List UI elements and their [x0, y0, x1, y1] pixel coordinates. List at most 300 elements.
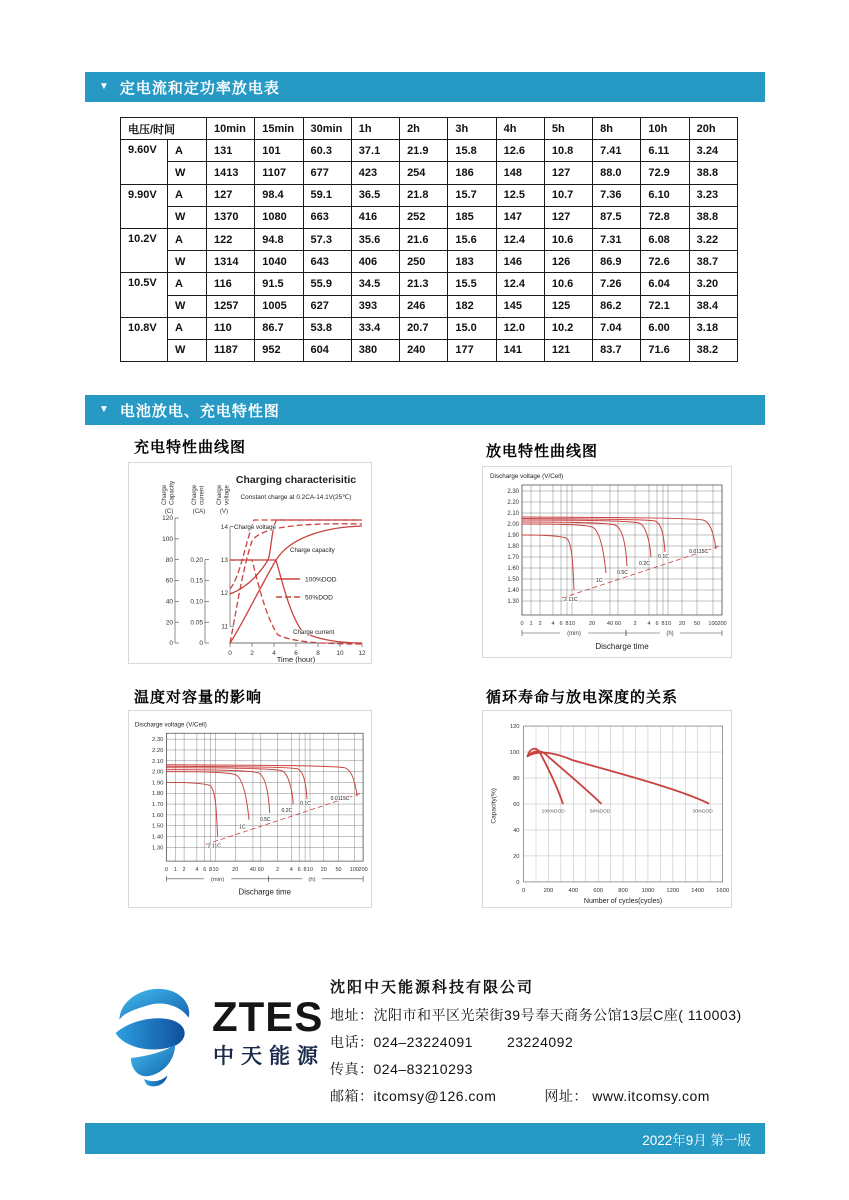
svg-text:0: 0	[228, 650, 232, 657]
dod-50	[528, 751, 601, 803]
rate-0.5C	[522, 522, 627, 566]
svg-text:60: 60	[257, 866, 264, 873]
svg-text:8: 8	[661, 621, 665, 627]
table-cell: 1370	[207, 206, 255, 228]
website-label: 网址：	[544, 1088, 588, 1104]
time-column-header: 30min	[303, 118, 351, 140]
svg-text:0.2C: 0.2C	[639, 561, 650, 567]
table-cell: 6.11	[641, 140, 689, 162]
dod-100	[528, 749, 563, 804]
unit-cell: A	[168, 317, 207, 339]
table-cell: 663	[303, 206, 351, 228]
svg-text:2: 2	[633, 621, 637, 627]
svg-text:1000: 1000	[641, 887, 655, 894]
edition-text: 2022年9月 第一版	[642, 1132, 751, 1148]
table-cell: 72.1	[641, 295, 689, 317]
svg-text:1600: 1600	[716, 887, 730, 894]
svg-text:(V): (V)	[219, 508, 229, 515]
time-column-header: 5h	[544, 118, 592, 140]
svg-text:8: 8	[316, 650, 320, 657]
svg-text:20: 20	[588, 621, 596, 627]
svg-text:2.00: 2.00	[151, 769, 164, 776]
svg-text:100: 100	[708, 621, 718, 627]
time-column-header: 2h	[400, 118, 448, 140]
svg-text:6: 6	[655, 621, 659, 627]
table-cell: 38.4	[689, 295, 737, 317]
table-cell: 88.0	[593, 162, 641, 184]
svg-text:0.10: 0.10	[190, 598, 203, 606]
svg-text:0.15: 0.15	[190, 577, 203, 585]
svg-text:20: 20	[232, 866, 239, 873]
y-axis-1	[190, 484, 209, 647]
svg-text:1.40: 1.40	[507, 588, 519, 594]
svg-text:Discharge time: Discharge time	[238, 887, 291, 897]
table-row	[121, 140, 738, 162]
time-column-header: 4h	[496, 118, 544, 140]
svg-text:1400: 1400	[691, 887, 705, 894]
unit-cell: W	[168, 295, 207, 317]
svg-text:12: 12	[358, 650, 366, 657]
svg-text:12: 12	[220, 590, 228, 598]
table-cell: 12.0	[496, 317, 544, 339]
svg-text:100%DOD: 100%DOD	[305, 576, 337, 584]
table-cell: 1040	[255, 251, 303, 273]
svg-text:1.80: 1.80	[507, 544, 519, 550]
svg-text:80: 80	[513, 776, 520, 783]
svg-text:Chargecurrent: Chargecurrent	[191, 484, 206, 505]
table-cell: 94.8	[255, 228, 303, 250]
fax-value: 024–83210293	[373, 1061, 473, 1077]
fax-label: 传真：	[330, 1061, 374, 1077]
discharge-chart-title: 放电特性曲线图	[486, 443, 599, 460]
table-cell: 12.4	[496, 273, 544, 295]
rate-0.5C	[166, 770, 269, 813]
table-cell: 35.6	[351, 228, 399, 250]
table-cell: 1187	[207, 339, 255, 361]
table-cell: 86.2	[593, 295, 641, 317]
svg-text:60: 60	[614, 621, 622, 627]
svg-text:14: 14	[220, 523, 228, 531]
unit-cell: A	[168, 184, 207, 206]
time-column-header: 8h	[593, 118, 641, 140]
svg-text:Discharge voltage (V/Cell): Discharge voltage (V/Cell)	[490, 473, 564, 480]
svg-text:800: 800	[618, 887, 628, 894]
logo-subtext: 中天能源	[213, 1045, 325, 1068]
svg-text:2.00: 2.00	[507, 522, 519, 528]
section-header-discharge-table	[85, 72, 765, 102]
section-header-characteristic-charts	[85, 395, 765, 425]
svg-text:1200: 1200	[666, 887, 680, 894]
unit-cell: W	[168, 339, 207, 361]
svg-text:2.20: 2.20	[151, 747, 164, 754]
svg-text:4: 4	[647, 621, 651, 627]
svg-text:1.40: 1.40	[151, 834, 164, 841]
svg-text:2: 2	[276, 866, 280, 873]
table-cell: 127	[544, 162, 592, 184]
table-cell: 393	[351, 295, 399, 317]
svg-text:2: 2	[538, 621, 542, 627]
table-row	[121, 317, 738, 339]
table-cell: 12.5	[496, 184, 544, 206]
company-name: 沈阳中天能源科技有限公司	[330, 979, 535, 996]
table-cell: 91.5	[255, 273, 303, 295]
table-cell: 147	[496, 206, 544, 228]
table-cell: 55.9	[303, 273, 351, 295]
table-cell: 21.6	[400, 228, 448, 250]
svg-text:10: 10	[568, 621, 576, 627]
table-cell: 87.5	[593, 206, 641, 228]
table-cell: 83.7	[593, 339, 641, 361]
temperature-capacity-chart	[128, 710, 372, 908]
table-row	[121, 339, 738, 361]
svg-text:100%DOD: 100%DOD	[541, 809, 565, 815]
table-cell: 72.8	[641, 206, 689, 228]
table-cell: 72.6	[641, 251, 689, 273]
time-column-header: 20h	[689, 118, 737, 140]
svg-text:60: 60	[165, 577, 173, 585]
svg-text:100: 100	[349, 866, 359, 873]
discharge-table	[120, 117, 738, 362]
unit-cell: A	[168, 228, 207, 250]
svg-text:50%DOD: 50%DOD	[589, 809, 611, 815]
table-row	[121, 273, 738, 295]
table-cell: 177	[448, 339, 496, 361]
table-cell: 6.00	[641, 317, 689, 339]
table-cell: 3.18	[689, 317, 737, 339]
table-cell: 7.41	[593, 140, 641, 162]
unit-cell: A	[168, 273, 207, 295]
discharge-characteristic-chart	[482, 466, 732, 658]
company-logo	[106, 980, 325, 1092]
triangle-marker-icon: ▼	[99, 80, 110, 92]
svg-text:Discharge voltage (V/Cell): Discharge voltage (V/Cell)	[134, 721, 207, 729]
table-cell: 141	[496, 339, 544, 361]
table-cell: 131	[207, 140, 255, 162]
table-cell: 185	[448, 206, 496, 228]
svg-text:120: 120	[162, 515, 173, 523]
table-cell: 127	[544, 206, 592, 228]
svg-text:1C: 1C	[239, 824, 246, 831]
svg-text:Discharge time: Discharge time	[595, 642, 649, 651]
svg-text:11: 11	[221, 623, 228, 631]
table-cell: 406	[351, 251, 399, 273]
table-cell: 3.22	[689, 228, 737, 250]
unit-cell: W	[168, 162, 207, 184]
svg-text:10: 10	[212, 866, 219, 873]
svg-text:0: 0	[520, 621, 524, 627]
svg-text:0.0115C: 0.0115C	[330, 796, 350, 803]
table-cell: 15.7	[448, 184, 496, 206]
table-cell: 36.5	[351, 184, 399, 206]
logo-text: ZTES	[212, 993, 324, 1040]
table-cell: 6.04	[641, 273, 689, 295]
svg-text:Charge capacity: Charge capacity	[290, 547, 335, 554]
table-cell: 21.9	[400, 140, 448, 162]
svg-text:6: 6	[297, 866, 301, 873]
unit-cell: W	[168, 206, 207, 228]
svg-text:1.30: 1.30	[507, 599, 519, 605]
table-cell: 250	[400, 251, 448, 273]
table-row	[121, 251, 738, 273]
table-cell: 643	[303, 251, 351, 273]
address-value: 沈阳市和平区光荣街39号奉天商务公馆13层C座( 110003)	[373, 1007, 742, 1023]
svg-text:200: 200	[717, 621, 727, 627]
section-title: 定电流和定功率放电表	[119, 79, 280, 97]
email-label: 邮箱：	[330, 1088, 374, 1104]
svg-text:Charge current: Charge current	[293, 629, 335, 636]
email-value: itcomsy@126.com	[373, 1088, 497, 1104]
table-row	[121, 206, 738, 228]
charge-voltage-100dod	[230, 520, 362, 594]
svg-text:1.60: 1.60	[507, 566, 519, 572]
company-phone	[330, 1032, 760, 1052]
svg-text:1.70: 1.70	[507, 555, 519, 561]
table-cell: 10.7	[544, 184, 592, 206]
svg-text:0.1C: 0.1C	[658, 554, 669, 560]
svg-text:40: 40	[606, 621, 614, 627]
table-cell: 116	[207, 273, 255, 295]
rate-1C	[522, 524, 606, 573]
table-cell: 38.2	[689, 339, 737, 361]
table-cell: 7.36	[593, 184, 641, 206]
triangle-marker-icon: ▼	[99, 403, 110, 415]
svg-text:0.0115C: 0.0115C	[689, 549, 709, 555]
table-cell: 86.9	[593, 251, 641, 273]
table-cell: 38.8	[689, 162, 737, 184]
table-cell: 380	[351, 339, 399, 361]
company-email-web	[330, 1086, 760, 1106]
table-cell: 6.08	[641, 228, 689, 250]
svg-text:(min): (min)	[567, 631, 581, 638]
svg-text:Charging characterisitic: Charging characterisitic	[235, 474, 357, 486]
table-row	[121, 184, 738, 206]
svg-text:(h): (h)	[308, 877, 316, 884]
svg-text:20: 20	[678, 621, 686, 627]
table-cell: 240	[400, 339, 448, 361]
table-cell: 15.6	[448, 228, 496, 250]
unit-cell: W	[168, 251, 207, 273]
svg-text:6: 6	[203, 866, 207, 873]
table-cell: 15.8	[448, 140, 496, 162]
table-cell: 110	[207, 317, 255, 339]
cycle-life-chart	[482, 710, 732, 908]
y-axis-0	[161, 480, 179, 647]
table-cell: 148	[496, 162, 544, 184]
table-cell: 1413	[207, 162, 255, 184]
table-cell: 12.4	[496, 228, 544, 250]
table-row	[121, 228, 738, 250]
table-cell: 12.6	[496, 140, 544, 162]
table-cell: 38.8	[689, 206, 737, 228]
table-cell: 182	[448, 295, 496, 317]
table-cell: 86.7	[255, 317, 303, 339]
svg-text:80: 80	[165, 556, 173, 564]
svg-text:10: 10	[664, 621, 672, 627]
website-value: www.itcomsy.com	[592, 1088, 710, 1104]
svg-text:8: 8	[303, 866, 307, 873]
svg-text:1.50: 1.50	[151, 823, 164, 830]
svg-text:100: 100	[162, 536, 173, 544]
svg-text:Number of cycles(cycles): Number of cycles(cycles)	[583, 897, 663, 905]
svg-text:2.10: 2.10	[507, 511, 519, 517]
table-cell: 1080	[255, 206, 303, 228]
svg-text:20: 20	[165, 619, 173, 627]
svg-text:4: 4	[195, 866, 199, 873]
svg-text:4: 4	[289, 866, 293, 873]
table-cell: 3.23	[689, 184, 737, 206]
table-cell: 53.8	[303, 317, 351, 339]
svg-text:2.20: 2.20	[507, 500, 519, 506]
table-cell: 7.26	[593, 273, 641, 295]
table-cell: 21.8	[400, 184, 448, 206]
svg-text:1.90: 1.90	[507, 533, 519, 539]
table-cell: 1257	[207, 295, 255, 317]
svg-text:50: 50	[693, 621, 701, 627]
svg-text:200: 200	[358, 866, 368, 873]
table-cell: 59.1	[303, 184, 351, 206]
svg-text:0.2C: 0.2C	[281, 807, 293, 814]
table-cell: 186	[448, 162, 496, 184]
table-cell: 10.8	[544, 140, 592, 162]
svg-text:2.11C: 2.11C	[564, 597, 578, 603]
svg-text:Charge voltage: Charge voltage	[234, 524, 276, 531]
table-cell: 101	[255, 140, 303, 162]
table-cell: 34.5	[351, 273, 399, 295]
table-cell: 125	[544, 295, 592, 317]
rate-1C	[166, 772, 249, 820]
svg-text:100: 100	[509, 750, 520, 757]
table-cell: 416	[351, 206, 399, 228]
table-cell: 7.31	[593, 228, 641, 250]
time-column-header: 15min	[255, 118, 303, 140]
svg-text:1.90: 1.90	[151, 780, 164, 787]
time-column-header: 1h	[351, 118, 399, 140]
svg-text:1: 1	[173, 866, 177, 873]
svg-text:0.05: 0.05	[190, 619, 203, 627]
table-cell: 146	[496, 251, 544, 273]
svg-text:600: 600	[593, 887, 604, 894]
svg-text:0.1C: 0.1C	[300, 801, 311, 808]
svg-text:400: 400	[568, 887, 579, 894]
svg-text:20: 20	[513, 853, 520, 860]
company-address	[330, 1005, 760, 1025]
svg-text:0: 0	[169, 640, 173, 648]
svg-text:Time (hour): Time (hour)	[276, 655, 316, 663]
svg-text:2.30: 2.30	[507, 489, 519, 495]
company-fax	[330, 1059, 760, 1079]
cycle-life-chart-title: 循环寿命与放电深度的关系	[486, 689, 679, 706]
voltage-cell: 9.60V	[121, 140, 168, 184]
table-cell: 60.3	[303, 140, 351, 162]
table-row	[121, 162, 738, 184]
svg-text:(h): (h)	[666, 631, 674, 638]
voltage-cell: 10.5V	[121, 273, 168, 317]
svg-text:Chargevoltage: Chargevoltage	[216, 484, 231, 505]
svg-text:40: 40	[513, 827, 520, 834]
unit-cell: A	[168, 140, 207, 162]
table-cell: 10.6	[544, 273, 592, 295]
svg-text:Capacity(%): Capacity(%)	[490, 788, 498, 824]
table-cell: 252	[400, 206, 448, 228]
table-cell: 254	[400, 162, 448, 184]
svg-text:1.80: 1.80	[151, 791, 164, 798]
table-cell: 15.0	[448, 317, 496, 339]
table-cell: 677	[303, 162, 351, 184]
svg-text:6: 6	[559, 621, 563, 627]
svg-text:0: 0	[521, 887, 526, 894]
svg-text:0.20: 0.20	[190, 556, 203, 564]
svg-text:0: 0	[516, 879, 520, 886]
svg-text:40: 40	[165, 598, 173, 606]
svg-text:1.50: 1.50	[507, 577, 519, 583]
svg-text:(min): (min)	[210, 877, 225, 884]
table-cell: 952	[255, 339, 303, 361]
svg-text:50%DOD: 50%DOD	[305, 594, 333, 602]
phone-value-2: 23224092	[506, 1034, 574, 1050]
table-cell: 37.1	[351, 140, 399, 162]
svg-text:Constant charge at 0.2CA-14.1V: Constant charge at 0.2CA-14.1V(25℃)	[240, 494, 352, 501]
table-header-row	[121, 118, 738, 140]
rate-2.11C	[166, 782, 217, 836]
svg-text:1C: 1C	[596, 578, 603, 584]
table-cell: 183	[448, 251, 496, 273]
section-title: 电池放电、充电特性图	[119, 402, 280, 420]
table-cell: 72.9	[641, 162, 689, 184]
svg-text:2.10: 2.10	[151, 758, 164, 765]
time-column-header: 10min	[207, 118, 255, 140]
charging-characteristic-chart	[128, 462, 372, 664]
voltage-cell: 10.8V	[121, 317, 168, 361]
voltage-cell: 9.90V	[121, 184, 168, 228]
charging-chart-title: 充电特性曲线图	[134, 439, 247, 456]
table-cell: 33.4	[351, 317, 399, 339]
phone-value-1: 024–23224091	[373, 1034, 473, 1050]
svg-text:10: 10	[336, 650, 344, 657]
svg-text:6: 6	[294, 650, 298, 657]
svg-text:ChargeCapacity: ChargeCapacity	[161, 480, 176, 505]
svg-text:40: 40	[249, 866, 257, 873]
svg-text:30%DOD: 30%DOD	[692, 809, 713, 815]
svg-text:13: 13	[220, 557, 228, 564]
table-cell: 21.3	[400, 273, 448, 295]
address-label: 地址：	[330, 1007, 374, 1023]
y-axis-2	[216, 484, 234, 630]
table-cell: 246	[400, 295, 448, 317]
svg-text:0: 0	[199, 640, 203, 648]
table-cell: 627	[303, 295, 351, 317]
table-row	[121, 295, 738, 317]
table-cell: 6.10	[641, 184, 689, 206]
table-cell: 71.6	[641, 339, 689, 361]
svg-text:4: 4	[272, 650, 276, 657]
table-cell: 98.4	[255, 184, 303, 206]
svg-text:1.70: 1.70	[151, 802, 164, 809]
time-column-header: 10h	[641, 118, 689, 140]
table-cell: 3.24	[689, 140, 737, 162]
voltage-cell: 10.2V	[121, 228, 168, 272]
svg-text:0: 0	[164, 866, 168, 873]
svg-text:1.30: 1.30	[151, 845, 164, 852]
svg-text:8: 8	[209, 866, 213, 873]
table-cell: 121	[544, 339, 592, 361]
table-cell: 145	[496, 295, 544, 317]
table-cell: 7.04	[593, 317, 641, 339]
svg-text:20: 20	[320, 866, 327, 873]
svg-text:2: 2	[182, 866, 186, 873]
table-cell: 604	[303, 339, 351, 361]
table-cell: 10.6	[544, 228, 592, 250]
logo-swirl-icon	[106, 980, 202, 1090]
